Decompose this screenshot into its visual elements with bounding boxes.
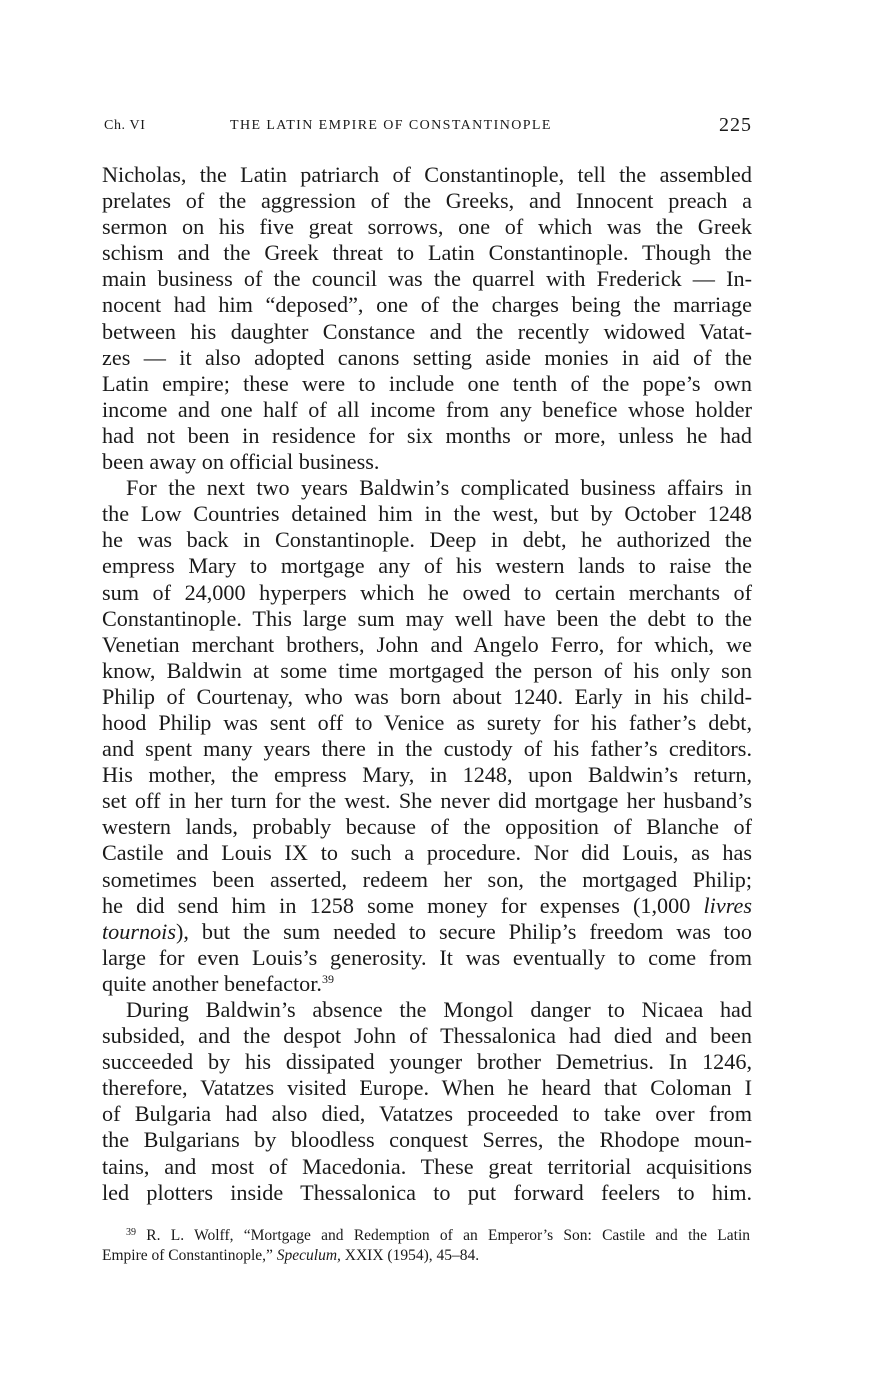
- text-line: [102, 919, 752, 945]
- text-segment: XXIX (1954), 45–84.: [340, 1247, 480, 1264]
- text-line: Constantinople. This large sum may well have been the debt to the: [102, 605, 752, 631]
- text-line: led plotters inside Thessalonica to put forward feelers to him.: [102, 1179, 752, 1205]
- paragraph-1: [102, 162, 752, 475]
- text-line: [102, 971, 752, 997]
- text-segment: Empire of Constantinople,”: [102, 1247, 277, 1264]
- text-line: Latin empire; these were to include one tenth of the pope’s own: [102, 370, 752, 396]
- body-text: [102, 162, 752, 1206]
- text-line: main business of the council was the quarrel with Frederick — In-: [102, 266, 752, 292]
- text-line: of Bulgaria had also died, Vatatzes proceeded to take over from: [102, 1101, 752, 1127]
- footnotes: [102, 1226, 750, 1266]
- text-segment: ), but the sum needed to secure Philip’s freedom was too: [175, 918, 752, 944]
- text-line: and spent many years there in the custody of his father’s creditors.: [102, 736, 752, 762]
- text-line: For the next two years Baldwin’s complicated business affairs in: [126, 475, 752, 501]
- text-line: he was back in Constantinople. Deep in debt, he authorized the: [102, 527, 752, 553]
- text-segment: quite another benefactor.: [102, 970, 322, 996]
- page-number: 225: [719, 114, 752, 136]
- text-line: been away on official business.: [102, 449, 380, 475]
- text-line: large for even Louis’s generosity. It was eventually to come from: [102, 944, 752, 970]
- text-segment: he did send him in 1258 some money for expenses (1,000: [102, 892, 704, 918]
- footnote-line: [102, 1226, 750, 1246]
- text-line: set off in her turn for the west. She never did mortgage her husband’s: [102, 788, 752, 814]
- text-line: His mother, the empress Mary, in 1248, upon Baldwin’s return,: [102, 762, 752, 788]
- text-line: therefore, Vatatzes visited Europe. When he heard that Coloman I: [102, 1075, 752, 1101]
- text-line: western lands, probably because of the opposition of Blanche of: [102, 814, 752, 840]
- text-segment: R. L. Wolff, “Mortgage and Redemption of an Emperor’s Son: Castile and the Latin: [146, 1227, 751, 1244]
- text-line: [102, 893, 752, 919]
- paragraph-3: [102, 997, 752, 1206]
- italic-phrase: tournois: [102, 918, 176, 944]
- text-line: Nicholas, the Latin patriarch of Constantinople, tell the assembled: [102, 162, 752, 187]
- text-line: income and one half of all income from any benefice whose holder: [102, 396, 752, 422]
- text-line: During Baldwin’s absence the Mongol danger to Nicaea had: [126, 997, 752, 1022]
- text-line: Venetian merchant brothers, John and Angelo Ferro, for which, we: [102, 631, 752, 657]
- text-line: hood Philip was sent off to Venice as surety for his father’s debt,: [102, 709, 752, 735]
- running-title: THE LATIN EMPIRE OF CONSTANTINOPLE: [230, 118, 552, 133]
- text-line: the Low Countries detained him in the west, but by October 1248: [102, 501, 752, 527]
- text-line: tains, and most of Macedonia. These great territorial acquisitions: [102, 1153, 752, 1179]
- text-line: schism and the Greek threat to Latin Constantinople. Though the: [102, 240, 752, 266]
- footnote-marker: 39: [126, 1227, 136, 1238]
- text-line: sum of 24,000 hyperpers which he owed to certain merchants of: [102, 579, 752, 605]
- text-line: sermon on his five great sorrows, one of which was the Greek: [102, 214, 752, 240]
- footnote-line: [102, 1246, 750, 1266]
- text-line: between his daughter Constance and the recently widowed Vatat-: [102, 318, 752, 344]
- text-line: had not been in residence for six months or more, unless he had: [102, 422, 752, 448]
- text-line: succeeded by his dissipated younger brother Demetrius. In 1246,: [102, 1049, 752, 1075]
- text-line: know, Baldwin at some time mortgaged the person of his only son: [102, 657, 752, 683]
- text-line: empress Mary to mortgage any of his western lands to raise the: [102, 553, 752, 579]
- text-line: sometimes been asserted, redeem her son, the mortgaged Philip;: [102, 866, 752, 892]
- text-line: nocent had him “deposed”, one of the charges being the marriage: [102, 292, 752, 318]
- text-line: zes — it also adopted canons setting aside monies in aid of the: [102, 344, 752, 370]
- footnote-reference[interactable]: 39: [321, 971, 334, 986]
- running-header: [104, 114, 752, 140]
- text-line: prelates of the aggression of the Greeks, and Innocent preach a: [102, 188, 752, 214]
- text-line: the Bulgarians by bloodless conquest Serres, the Rhodope moun-: [102, 1127, 752, 1153]
- chapter-label: Ch. VI: [104, 118, 146, 133]
- text-line: Castile and Louis IX to such a procedure. Nor did Louis, as has: [102, 840, 752, 866]
- text-line: subsided, and the despot John of Thessalonica had died and been: [102, 1023, 752, 1049]
- journal-title: Speculum,: [276, 1247, 341, 1264]
- paragraph-2: [102, 475, 752, 997]
- italic-phrase: livres: [703, 892, 752, 918]
- text-line: Philip of Courtenay, who was born about 1240. Early in his child-: [102, 683, 752, 709]
